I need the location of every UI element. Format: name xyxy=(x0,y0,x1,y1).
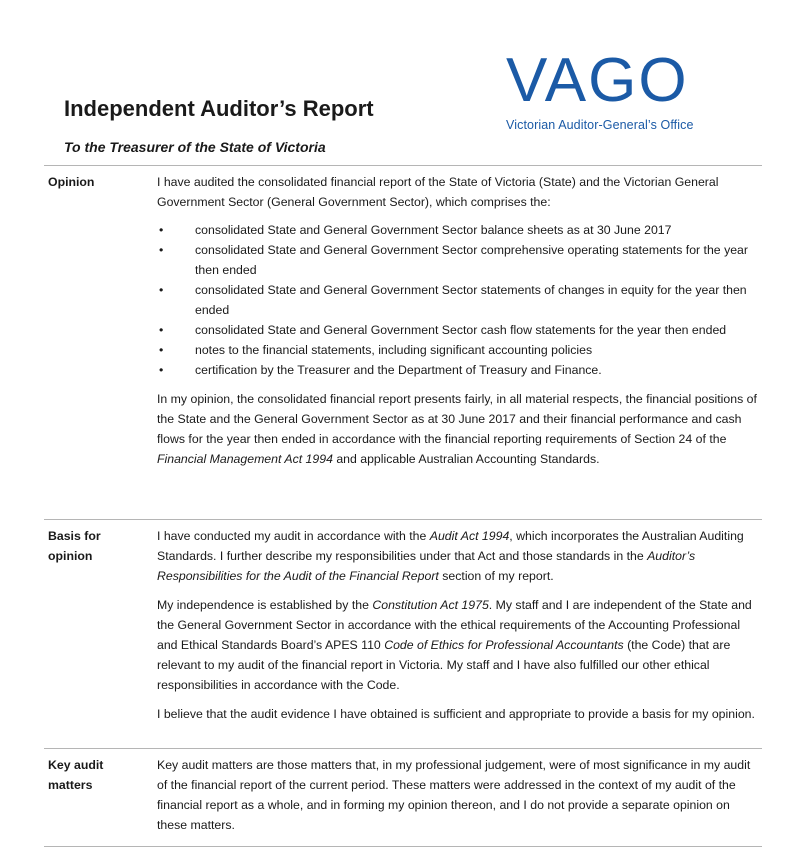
bullet-dot: • xyxy=(159,283,164,297)
page-subtitle: To the Treasurer of the State of Victoria xyxy=(64,139,326,155)
list-item: • consolidated State and General Government Sector comprehensive operating statements for the year then ended xyxy=(157,240,760,280)
section-label-basis: Basis for opinion xyxy=(48,529,101,563)
bullet-dot: • xyxy=(159,223,164,237)
list-item: • certification by the Treasurer and the Department of Treasury and Finance. xyxy=(157,360,760,380)
divider-bottom xyxy=(44,846,762,847)
list-item: • notes to the financial statements, including significant accounting policies xyxy=(157,340,760,360)
divider-top xyxy=(44,165,762,166)
opinion-intro: I have audited the consolidated financial report of the State of Victoria (State) and the Victorian General Government Sector (General Government Sector), which comprises the: xyxy=(157,175,719,209)
bullet-dot: • xyxy=(159,243,164,257)
opinion-conclusion: In my opinion, the consolidated financial report presents fairly, in all material respects, the financial positions of the State and the General Government Sector as at 30 June 2017 and their financial performance and cash flows for the year then ended in accordance with the financial reporting requirements of Section 24 of the Financial Management Act 1994 and applicable Australian Accounting Standards. xyxy=(157,392,757,466)
basis-paragraph-3: I believe that the audit evidence I have obtained is sufficient and appropriate to provide a basis for my opinion. xyxy=(157,707,755,721)
bullet-dot: • xyxy=(159,343,164,357)
list-item: • consolidated State and General Government Sector statements of changes in equity for the year then ended xyxy=(157,280,760,320)
logo-subtitle: Victorian Auditor-General’s Office xyxy=(506,118,694,132)
basis-paragraph-1: I have conducted my audit in accordance with the Audit Act 1994, which incorporates the Australian Auditing Standards. I further describe my responsibilities under that Act and those standards in the Auditor’s Responsibilities for the Audit of the Financial Report section of my report. xyxy=(157,529,744,583)
section-body-kam xyxy=(157,755,760,835)
section-label-opinion: Opinion xyxy=(48,175,95,189)
act-reference: Financial Management Act 1994 xyxy=(157,452,333,466)
list-item: • consolidated State and General Government Sector cash flow statements for the year then ended xyxy=(157,320,760,340)
divider-kam xyxy=(44,748,762,749)
logo-wordmark: VAGO xyxy=(506,46,689,115)
bullet-dot: • xyxy=(159,363,164,377)
section-label-kam: Key audit matters xyxy=(48,758,104,792)
page-title: Independent Auditor’s Report xyxy=(64,96,374,121)
bullet-dot: • xyxy=(159,323,164,337)
kam-paragraph-1: Key audit matters are those matters that, in my professional judgement, were of most significance in my audit of the financial report of the current period. These matters were addressed in the context of my audit of the financial report as a whole, and in forming my opinion thereon, and I do not provide a separate opinion on these matters. xyxy=(157,758,751,832)
divider-basis xyxy=(44,519,762,520)
list-item: • consolidated State and General Government Sector balance sheets as at 30 June 2017 xyxy=(157,220,760,240)
section-body-opinion xyxy=(157,172,760,469)
opinion-bullet-list xyxy=(157,220,760,380)
vago-logo xyxy=(506,46,736,132)
section-body-basis xyxy=(157,526,760,724)
basis-paragraph-2: My independence is established by the Constitution Act 1975. My staff and I are independent of the State and the General Government Sector in accordance with the ethical requirements of the Accounting Professional and Ethical Standards Board’s APES 110 Code of Ethics for Professional Accountants (the Code) that are relevant to my audit of the financial report in Victoria. My staff and I have also fulfilled our other ethical responsibilities in accordance with the Code. xyxy=(157,598,752,692)
